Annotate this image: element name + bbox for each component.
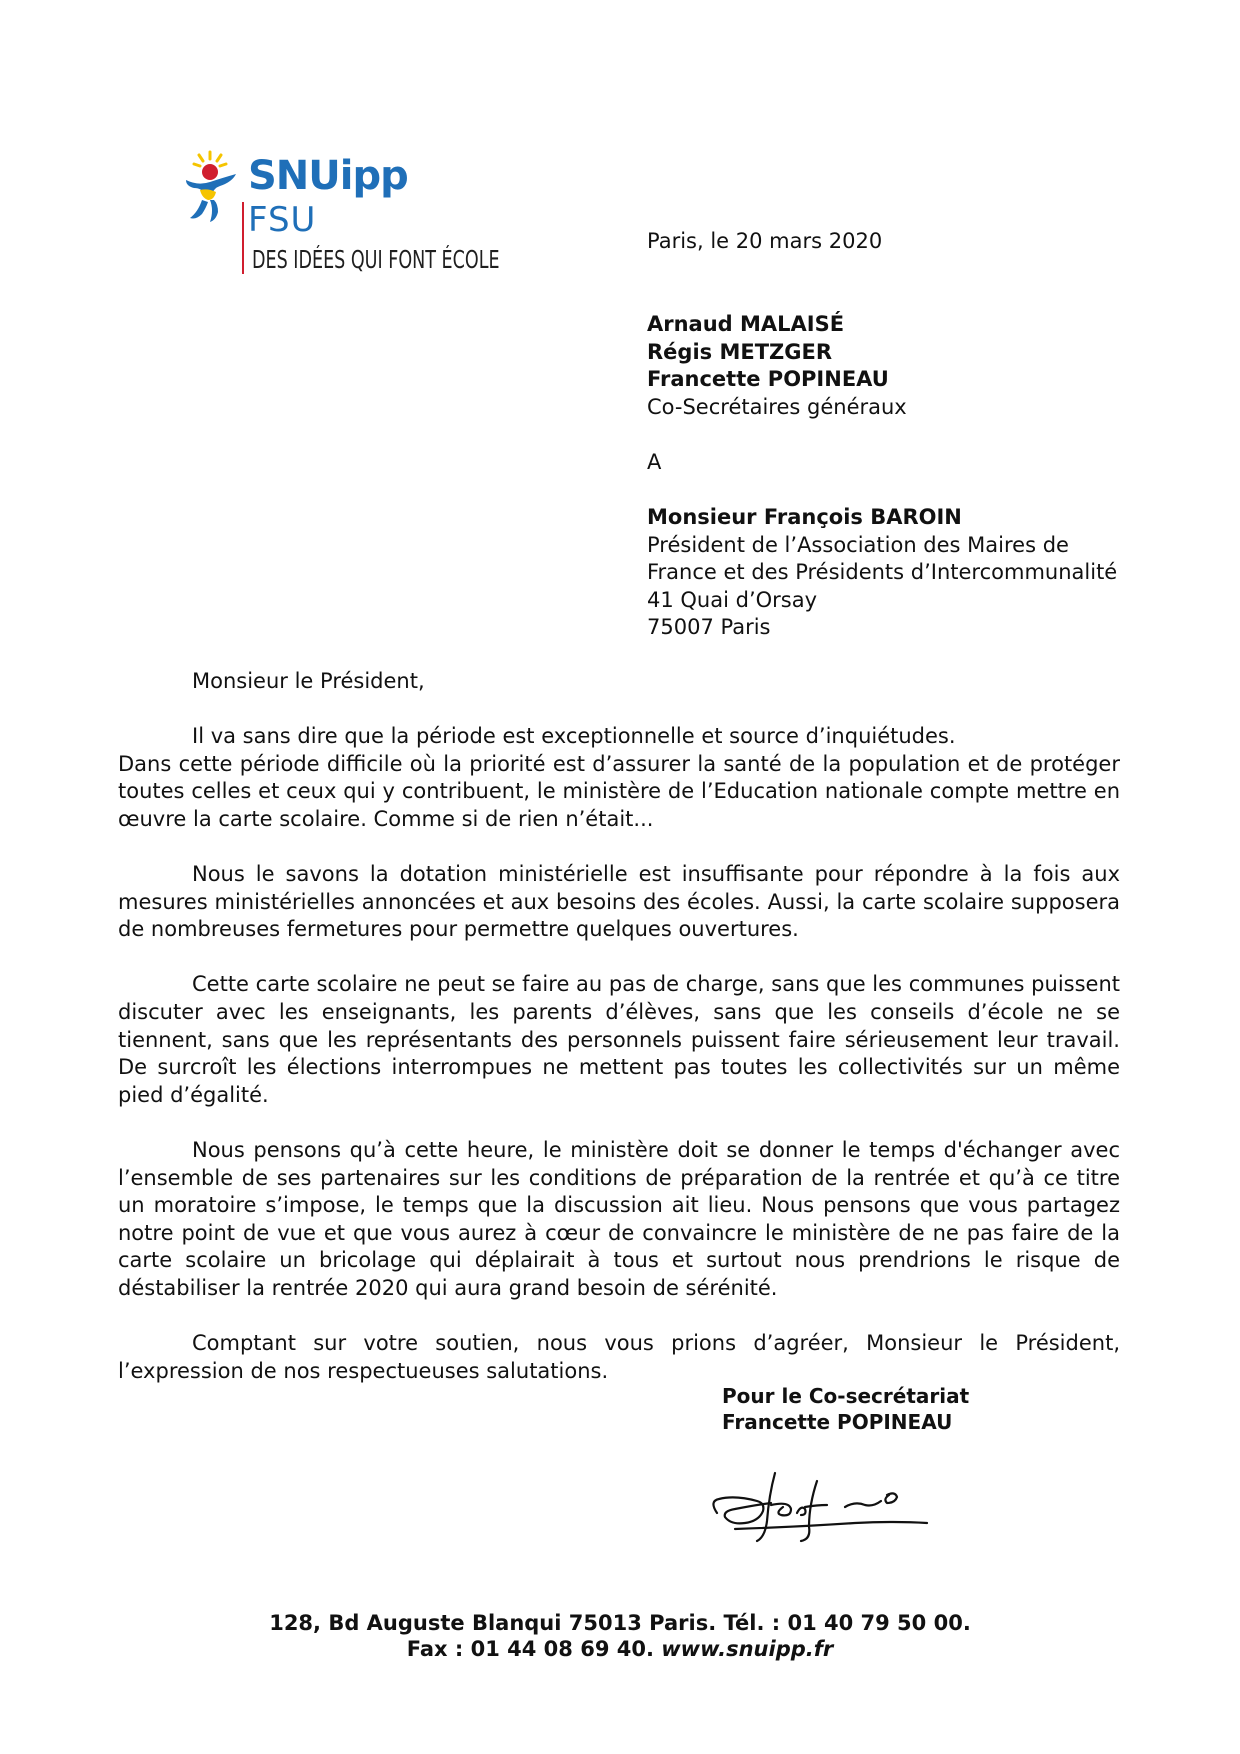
body-paragraph: Cette carte scolaire ne peut se faire au pas de charge, sans que les communes puissent discuter avec les enseignants, les parents d’élèves, sans que les conseils d’école ne se tiennent, sans que les représentants des personnels puissent faire sérieusement leur travail. De surcroît les élections interrompues ne mettent pas toutes les collectivités sur un même pied d’égalité.	[118, 972, 1120, 1107]
paragraph-text: Dans cette période difficile où la priorité est d’assurer la santé de la population et de protéger toutes celles et ceux qui y contribuent, le ministère de l’Education nationale compte mettre en œuvre la carte scolaire. Comme si de rien n’était...	[118, 751, 1120, 831]
body-paragraph: Nous le savons la dotation ministérielle est insuffisante pour répondre à la fois aux mesures ministérielles annoncées et aux besoins des écoles. Aussi, la carte scolaire supposera de nombreuses fermetures pour permettre quelques ouvertures.	[118, 861, 1120, 942]
mascot-icon	[180, 150, 244, 240]
signature-line: Pour le Co-secrétariat	[722, 1384, 970, 1408]
paragraph-lead: Il va sans dire que la période est exceptionnelle et source d’inquiétudes.	[192, 724, 956, 748]
body-paragraph: Comptant sur votre soutien, nous vous prions d’agréer, Monsieur le Président, l’expression de nos respectueuses salutations.	[118, 1331, 1120, 1383]
letter-body	[118, 723, 1120, 1413]
letter-footer	[0, 1610, 1240, 1662]
body-paragraph: Nous pensons qu’à cette heure, le ministère doit se donner le temps d'échanger avec l’ensemble de ses partenaires sur les conditions de préparation de la rentrée et qu’à ce titre un moratoire s’impose, le temps que la discussion ait lieu. Nous pensons que vous partagez notre point de vue et que vous aurez à cœur de convaincre le ministère de ne pas faire de la carte scolaire un bricolage qui déplairait à tous et surtout nous prendrions le risque de déstabiliser la rentrée 2020 qui aura grand besoin de sérénité.	[118, 1137, 1120, 1300]
body-paragraph	[118, 723, 1120, 833]
sender-name: Arnaud MALAISÉ	[647, 312, 845, 336]
signature-name: Francette POPINEAU	[722, 1410, 953, 1434]
footer-contact	[0, 1636, 1240, 1662]
handwritten-signature	[705, 1465, 935, 1545]
sender-name: Francette POPINEAU	[647, 367, 889, 392]
sender-name: Régis METZGER	[647, 339, 833, 364]
logo-brand-text: SNUipp	[248, 153, 408, 199]
footer-fax: Fax : 01 44 08 69 40.	[406, 1637, 654, 1661]
footer-website-link[interactable]: www.snuipp.fr	[661, 1637, 834, 1661]
recipient-block	[647, 504, 1167, 642]
to-word: A	[647, 450, 662, 474]
logo-tagline: DES IDÉES QUI FONT ÉCOLE	[252, 245, 500, 274]
recipient-line: 41 Quai d’Orsay	[647, 587, 818, 612]
letter-date: Paris, le 20 mars 2020	[647, 229, 883, 253]
sender-role: Co-Secrétaires généraux	[647, 394, 907, 419]
senders-block	[647, 311, 1167, 421]
recipient-line: Président de l’Association des Maires de	[647, 532, 1069, 557]
logo-fsu-text: FSU	[248, 200, 317, 240]
recipient-name: Monsieur François BAROIN	[647, 505, 962, 529]
logo-divider	[242, 202, 244, 274]
recipient-line: France et des Présidents d’Intercommunalité	[647, 560, 1118, 585]
snuipp-logo	[180, 150, 520, 280]
salutation: Monsieur le Président,	[192, 669, 425, 693]
footer-address: 128, Bd Auguste Blanqui 75013 Paris. Tél. : 01 40 79 50 00.	[269, 1611, 971, 1635]
signature-block	[722, 1383, 969, 1435]
recipient-line: 75007 Paris	[647, 615, 771, 640]
